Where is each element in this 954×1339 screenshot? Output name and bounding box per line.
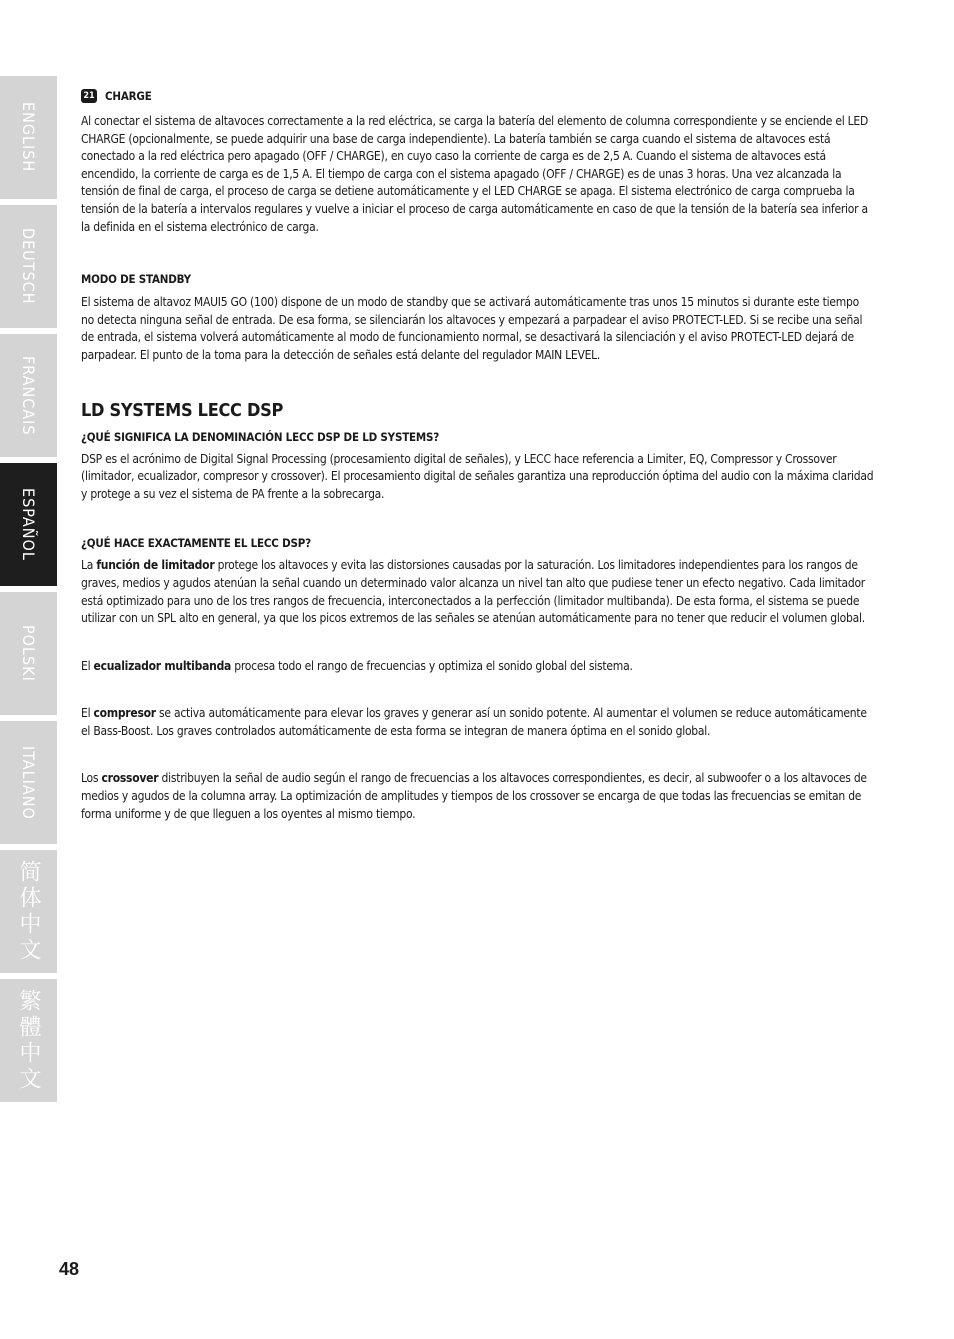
standby-text: El sistema de altavoz MAUI5 GO (100) dispone de un modo de standby que se activará automáticamente tras unos 15 minutos si durante este tiempo no detecta ninguna señal de entrada. De esa forma, se silenciarán los altavoces y empezará a parpadear el aviso PROTECT-LED. Si se recibe una señal de entrada, el sistema volverá automáticamente al modo de funcionamiento normal, se desactivará la silenciación y el aviso PROTECT-LED dejará de parpadear. El punto de la toma para la detección de señales está delante del regulador MAIN LEVEL.: [81, 295, 863, 362]
lang-tab-label: POLSKI: [19, 625, 38, 682]
lang-tab-label: ENGLISH: [19, 102, 38, 173]
lang-tab-espanol[interactable]: [0, 463, 57, 586]
charge-text: Al conectar el sistema de altavoces correctamente a la red eléctrica, se carga la batería del elemento de columna correspondiente y se enciende el LED CHARGE (opcionalmente, se puede adquirir una base de carga independiente). La batería también se carga cuando el sistema de altavoces está conectado a la red eléctrica pero apagado (OFF / CHARGE), en cuyo caso la corriente de carga es de 2,5 A. Cuando el sistema de altavoces está encendido, la corriente de carga es de 1,5 A. El tiempo de carga con el sistema apagado (OFF / CHARGE) es de unas 3 horas. Una vez alcanzada la tensión de final de carga, el proceso de carga se detiene automáticamente y el LED CHARGE se apaga. El sistema electrónico de carga comprueba la tensión de la batería a intervalos regulares y vuelve a iniciar el proceso de carga automáticamente en caso de que la tensión de la batería sea inferior a la definida en el sistema electrónico de carga.: [81, 114, 869, 234]
compressor-term: compresor: [93, 706, 156, 721]
lecc-question-2: ¿QUÉ HACE EXACTAMENTE EL LECC DSP?: [81, 536, 311, 551]
main-content: [81, 86, 874, 823]
lang-tab-label: ESPAÑOL: [19, 488, 38, 561]
lang-tab-label: ITALIANO: [19, 745, 38, 820]
eq-paragraph: El ecualizador multibanda procesa todo el rango de frecuencias y optimiza el sonido global del sistema.: [81, 658, 633, 673]
lang-tab-label: 繁體中文: [16, 988, 41, 1093]
lecc-question-1: ¿QUÉ SIGNIFICA LA DENOMINACIÓN LECC DSP DE LD SYSTEMS?: [81, 429, 440, 444]
lang-tab-traditional-chinese[interactable]: [0, 979, 57, 1102]
charge-heading: CHARGE: [105, 89, 152, 103]
lang-tab-deutsch[interactable]: [0, 205, 57, 328]
eq-term: ecualizador multibanda: [93, 658, 232, 673]
limiter-term: función de limitador: [96, 558, 215, 573]
lang-tab-label: FRANCAIS: [19, 355, 38, 436]
lang-tab-polski[interactable]: [0, 592, 57, 715]
limiter-paragraph: La función de limitador protege los altavoces y evita las distorsiones causadas por la saturación. Los limitadores independientes para los rangos de graves, medios y agudos atenúan la señal cuando un determinado valor alcanza un nivel tan alto que pudiese tener un efecto negativo. Cada limitador está optimizado para uno de los tres rangos de frecuencia, interconectados a la perfección (limitador multibanda). De esta forma, el sistema se puede utilizar con un SPL alto en general, ya que los picos extremos de las señales se atenúan automáticamente para no tener que reducir el volumen global.: [81, 558, 865, 626]
lecc-section-title: LD SYSTEMS LECC DSP: [81, 399, 284, 421]
crossover-term: crossover: [101, 771, 159, 786]
charge-heading-row: [81, 86, 874, 106]
lang-tab-label: 简体中文: [16, 859, 41, 964]
section-number-badge: 21: [81, 89, 97, 103]
compressor-paragraph: El compresor se activa automáticamente para elevar los graves y generar así un sonido potente. Al aumentar el volumen se reduce automáticamente el Bass-Boost. Los graves controlados automáticamente de esta forma se integran de manera óptima en el sonido global.: [81, 706, 867, 738]
page-number: 48: [59, 1259, 80, 1279]
lang-tab-label: DEUTSCH: [19, 228, 38, 305]
standby-heading: MODO DE STANDBY: [81, 272, 191, 287]
lang-tab-francais[interactable]: [0, 334, 57, 457]
lecc-answer-1: DSP es el acrónimo de Digital Signal Processing (procesamiento digital de señales), y LECC hace referencia a Limiter, EQ, Compressor y Crossover (limitador, ecualizador, compresor y crossover). El procesamiento digital de señales garantiza una reproducción óptima del audio con la máxima claridad y protege a su vez el sistema de PA frente a la sobrecarga.: [81, 451, 874, 501]
lang-tab-italiano[interactable]: [0, 721, 57, 844]
crossover-paragraph: Los crossover distribuyen la señal de audio según el rango de frecuencias a los altavoces correspondientes, es decir, al subwoofer o a los altavoces de medios y agudos de la columna array. La optimización de amplitudes y tiempos de los crossover se encarga de que todas las frecuencias se emitan de forma uniforme y de que lleguen a los oyentes al mismo tiempo.: [81, 771, 867, 821]
lang-tab-english[interactable]: [0, 76, 57, 199]
lang-tab-simplified-chinese[interactable]: [0, 850, 57, 973]
